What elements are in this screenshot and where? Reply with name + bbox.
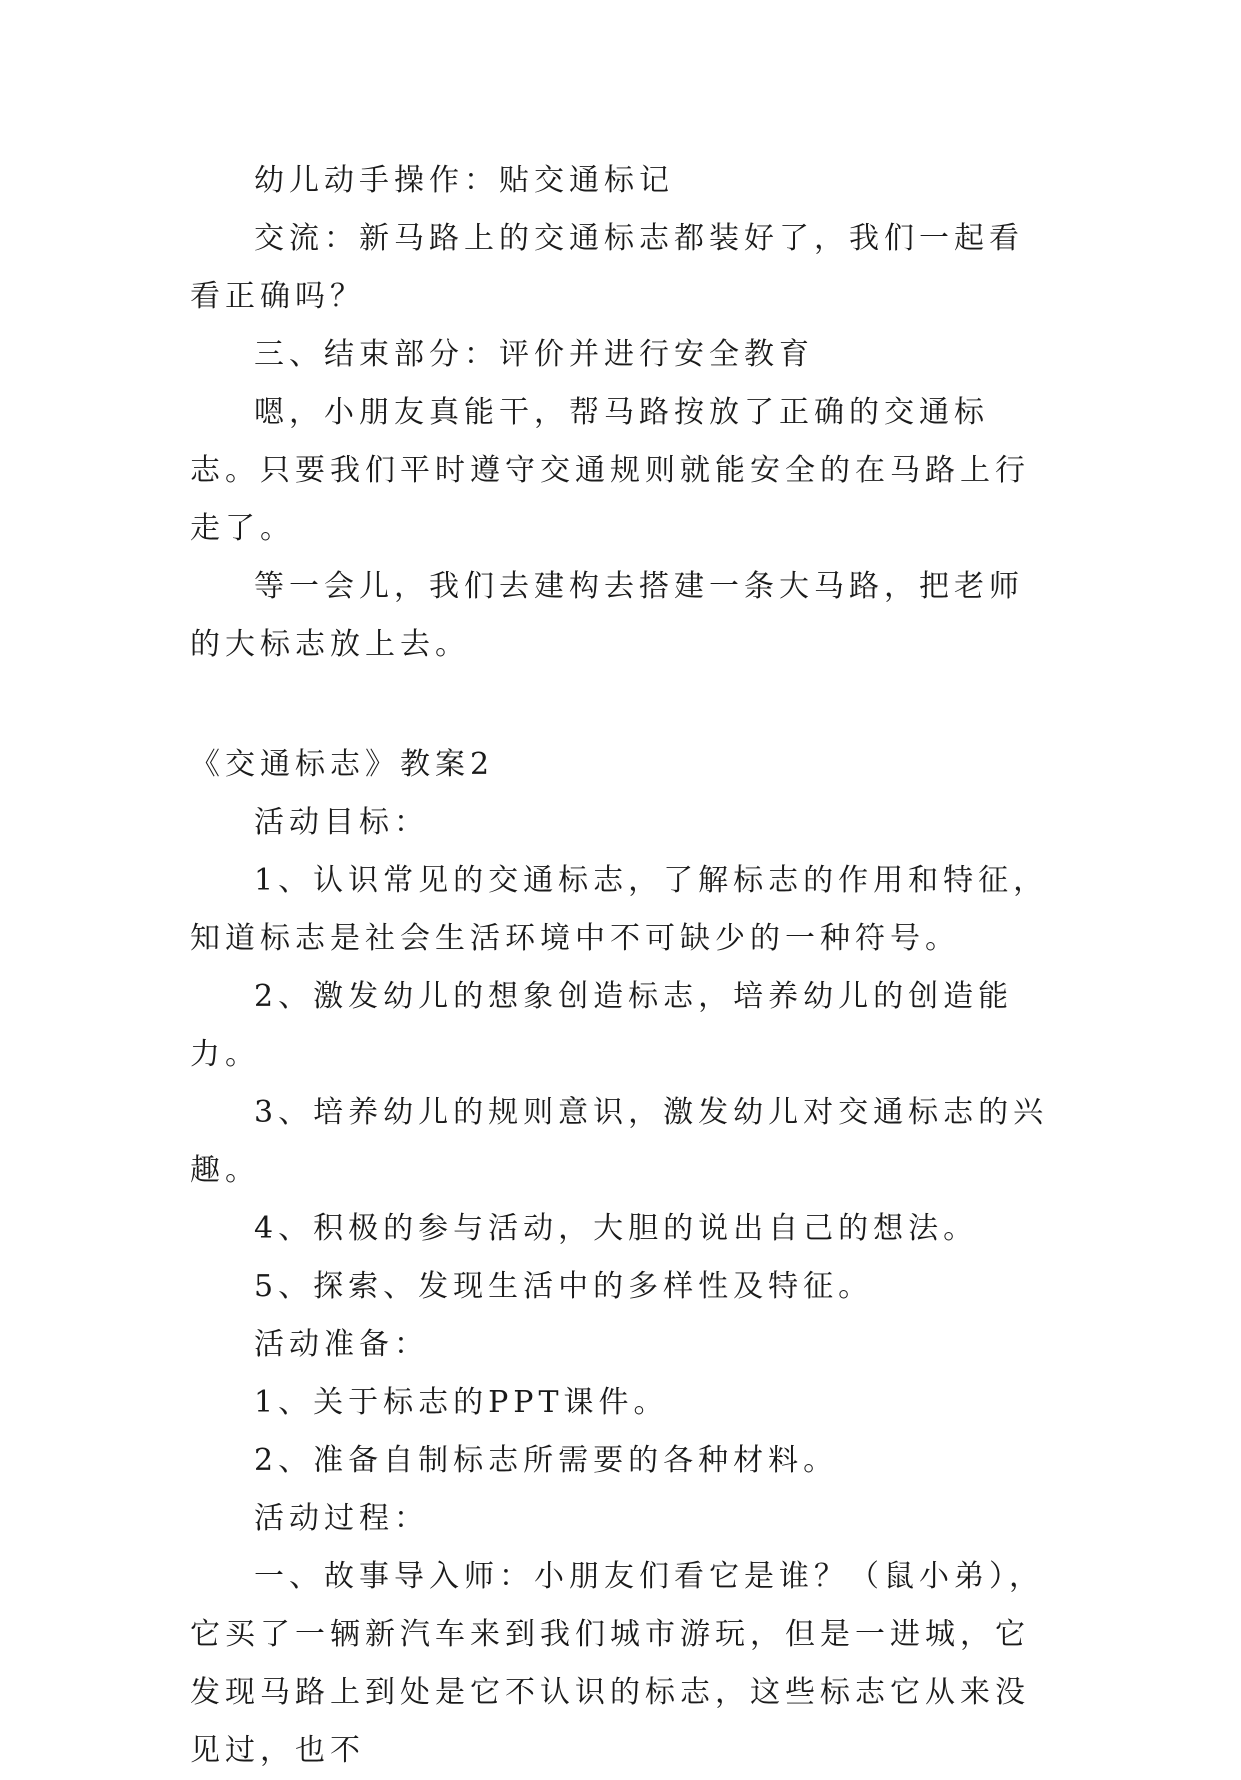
list-item: 2、激发幼儿的想象创造标志，培养幼儿的创造能力。 — [190, 979, 1014, 1072]
list-item: 2、准备自制标志所需要的各种材料。 — [254, 1443, 839, 1478]
paragraph: 幼儿动手操作：贴交通标记 — [254, 163, 674, 198]
section-heading: 活动过程： — [254, 1501, 429, 1536]
list-item: 5、探索、发现生活中的多样性及特征。 — [254, 1269, 874, 1304]
list-item: 1、认识常见的交通标志，了解标志的作用和特征，知道标志是社会生活环境中不可缺少的一种符号。 — [190, 863, 1049, 956]
paragraph: 等一会儿，我们去建构去搭建一条大马路，把老师的大标志放上去。 — [190, 569, 1024, 662]
section-heading: 三、结束部分：评价并进行安全教育 — [254, 337, 814, 372]
paragraph: 嗯，小朋友真能干，帮马路按放了正确的交通标志。只要我们平时遵守交通规则就能安全的在马路上行走了。 — [190, 395, 1030, 546]
paragraph: 交流：新马路上的交通标志都装好了，我们一起看看正确吗？ — [190, 221, 1024, 314]
section-heading: 活动目标： — [254, 805, 429, 840]
document-body — [190, 152, 1050, 1780]
list-item: 1、关于标志的PPT课件。 — [254, 1385, 669, 1420]
section-heading: 活动准备： — [254, 1327, 429, 1362]
document-title: 《交通标志》教案2 — [190, 747, 495, 782]
list-item: 3、培养幼儿的规则意识，激发幼儿对交通标志的兴趣。 — [190, 1095, 1049, 1188]
list-item: 4、积极的参与活动，大胆的说出自己的想法。 — [254, 1211, 979, 1246]
paragraph: 一、故事导入师：小朋友们看它是谁？（鼠小弟），它买了一辆新汽车来到我们城市游玩，但是一进城，它发现马路上到处是它不认识的标志，这些标志它从来没见过，也不 — [190, 1559, 1044, 1768]
spacer — [190, 674, 1050, 736]
